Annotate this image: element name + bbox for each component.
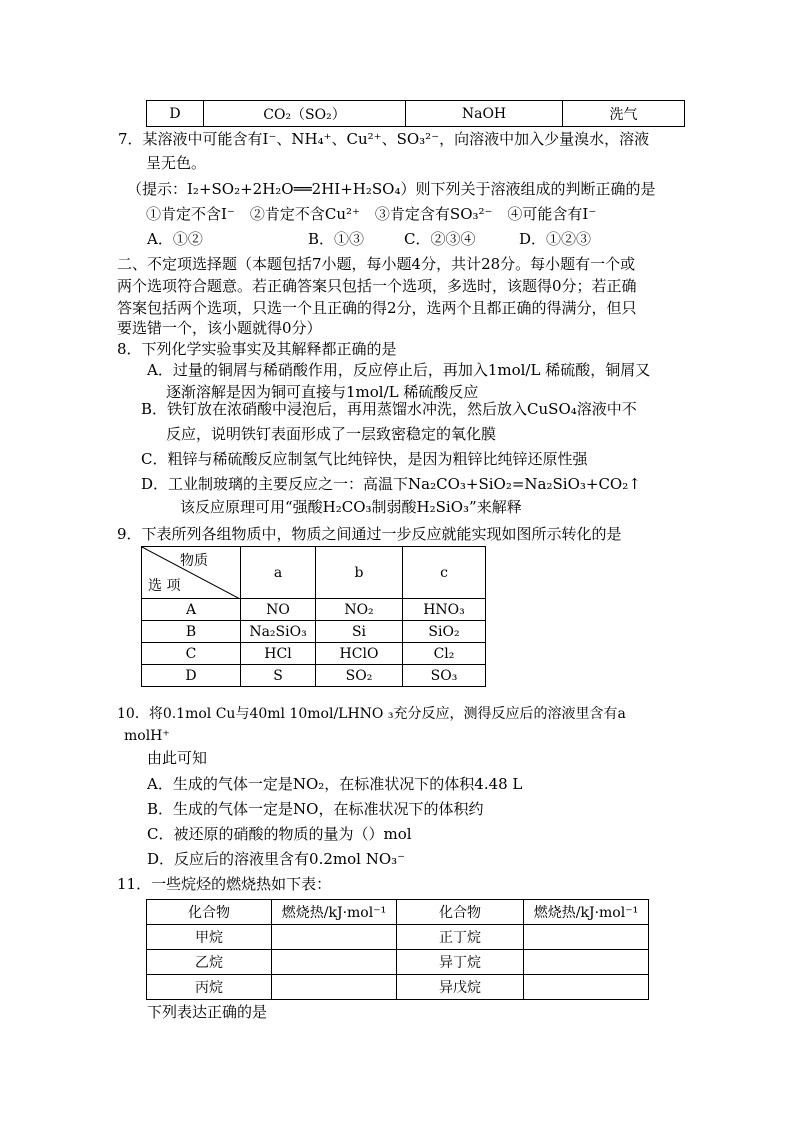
table-cell (524, 925, 649, 950)
table-cell: 乙烷 (147, 950, 272, 975)
q9-table (141, 546, 486, 687)
table-cell: HNO₃ (403, 599, 486, 621)
section2-line3: 答案包括两个选项，只选一个且正确的得2分，选两个且都正确的得满分，但只 (117, 299, 637, 317)
table-row (142, 599, 486, 621)
table-cell: SO₂ (316, 665, 403, 687)
q7-statements: ①肯定不含I⁻ ②肯定不含Cu²⁺ ③肯定含有SO₃²⁻ ④可能含有I⁻ (146, 205, 597, 223)
table-row (147, 975, 649, 1000)
column-header: c (403, 547, 486, 599)
table-cell: HClO (316, 643, 403, 665)
q7-option-b: B．①③ (308, 230, 365, 248)
table-cell: NO₂ (316, 599, 403, 621)
table-row (142, 665, 486, 687)
table-cell (524, 975, 649, 1000)
column-header: a (241, 547, 316, 599)
table-cell (272, 975, 397, 1000)
table-row (147, 950, 649, 975)
q8-option-a: A．过量的铜屑与稀硝酸作用，反应停止后，再加入1mol/L 稀硫酸，铜屑又 (147, 361, 651, 379)
q10-option-c: C．被还原的硝酸的物质的量为（）mol (147, 825, 412, 843)
q10-option-d: D．反应后的溶液里含有0.2mol NO₃⁻ (147, 850, 406, 868)
column-header: 化合物 (147, 900, 272, 925)
table-row (147, 101, 685, 127)
table-cell: A (142, 599, 241, 621)
section2-line4: 要选错一个，该小题就得0分） (117, 319, 322, 337)
q8-option-d: D．工业制玻璃的主要反应之一：高温下Na₂CO₃+SiO₂=Na₂SiO₃+CO₂↑ (141, 475, 641, 493)
table-cell: SiO₂ (403, 621, 486, 643)
q8-stem: 8．下列化学实验事实及其解释都正确的是 (117, 340, 397, 358)
table-cell: 异丁烷 (397, 950, 524, 975)
q8-option-a-cont: 逐渐溶解是因为铜可直接与1mol/L 稀硫酸反应 (166, 383, 479, 401)
q8-option-b-cont: 反应，说明铁钉表面形成了一层致密稳定的氧化膜 (166, 425, 497, 443)
table-row (147, 925, 649, 950)
table-cell: NO (241, 599, 316, 621)
section2-line2: 两个选项符合题意。若正确答案只包括一个选项，多选时，该题得0分；若正确 (117, 277, 637, 295)
q9-stem: 9．下表所列各组物质中，物质之间通过一步反应就能实现如图所示转化的是 (117, 525, 622, 543)
table-cell: HCl (241, 643, 316, 665)
table-header-row (142, 547, 486, 599)
column-header: 燃烧热/kJ·mol⁻¹ (272, 900, 397, 925)
table-cell: NaOH (406, 101, 563, 127)
table-cell: 甲烷 (147, 925, 272, 950)
table-cell: 丙烷 (147, 975, 272, 1000)
q11-after: 下列表达正确的是 (147, 1003, 268, 1021)
column-header: b (316, 547, 403, 599)
table-cell (272, 950, 397, 975)
q7-line1: 7．某溶液中可能含有I⁻、NH₄⁺、Cu²⁺、SO₃²⁻，向溶液中加入少量溴水，溶液 (118, 130, 650, 148)
q8-option-c: C．粗锌与稀硫酸反应制氢气比纯锌快，是因为粗锌比纯锌还原性强 (141, 450, 588, 468)
table-cell: 洗气 (563, 101, 685, 127)
table-cell (272, 925, 397, 950)
section2-line1: 二、不定项选择题（本题包括7小题，每小题4分，共计28分。每小题有一个或 (117, 255, 636, 273)
table-cell: CO₂（SO₂） (204, 101, 406, 127)
column-header: 化合物 (397, 900, 524, 925)
q7-option-c: C．②③④ (404, 230, 476, 248)
table-cell: SO₃ (403, 665, 486, 687)
table-cell: D (142, 665, 241, 687)
table-header-row (147, 900, 649, 925)
q11-table (146, 899, 649, 1000)
q8-option-b: B．铁钉放在浓硝酸中浸泡后，再用蒸馏水冲洗，然后放入CuSO₄溶液中不 (141, 400, 637, 418)
q7-line2: 呈无色。 (146, 154, 207, 172)
header-top-label: 物质 (180, 553, 208, 569)
q10-line1: 10．将0.1mol Cu与40ml 10mol/LHNO ₃充分反应，测得反应后的溶液里含有a (117, 706, 626, 722)
top-table (146, 100, 685, 127)
q11-stem: 11．一些烷烃的燃烧热如下表： (117, 875, 332, 893)
q10-line3: 由此可知 (147, 749, 208, 767)
q10-option-a: A．生成的气体一定是NO₂，在标准状况下的体积4.48 L (147, 775, 523, 793)
table-cell: 正丁烷 (397, 925, 524, 950)
column-header: 燃烧热/kJ·mol⁻¹ (524, 900, 649, 925)
table-row (142, 643, 486, 665)
diagonal-header-cell (142, 547, 241, 599)
table-cell: 异戊烷 (397, 975, 524, 1000)
table-cell: B (142, 621, 241, 643)
table-cell: C (142, 643, 241, 665)
table-cell (524, 950, 649, 975)
header-bottom-label: 选 项 (148, 578, 181, 594)
table-row (142, 621, 486, 643)
table-cell: Cl₂ (403, 643, 486, 665)
q7-option-d: D．①②③ (519, 230, 592, 248)
table-cell: Na₂SiO₃ (241, 621, 316, 643)
q10-option-b: B．生成的气体一定是NO，在标准状况下的体积约 (147, 800, 484, 818)
table-cell: S (241, 665, 316, 687)
table-cell: Si (316, 621, 403, 643)
q7-option-a: A．①② (147, 230, 203, 248)
q8-option-d-cont: 该反应原理可用“强酸H₂CO₃制弱酸H₂SiO₃”来解释 (180, 498, 522, 516)
q7-hint: （提示：I₂+SO₂+2H₂O══2HI+H₂SO₄）则下列关于溶液组成的判断正确的是 (127, 180, 656, 198)
q10-line2: molH⁺ (124, 728, 170, 744)
table-cell: D (147, 101, 204, 127)
